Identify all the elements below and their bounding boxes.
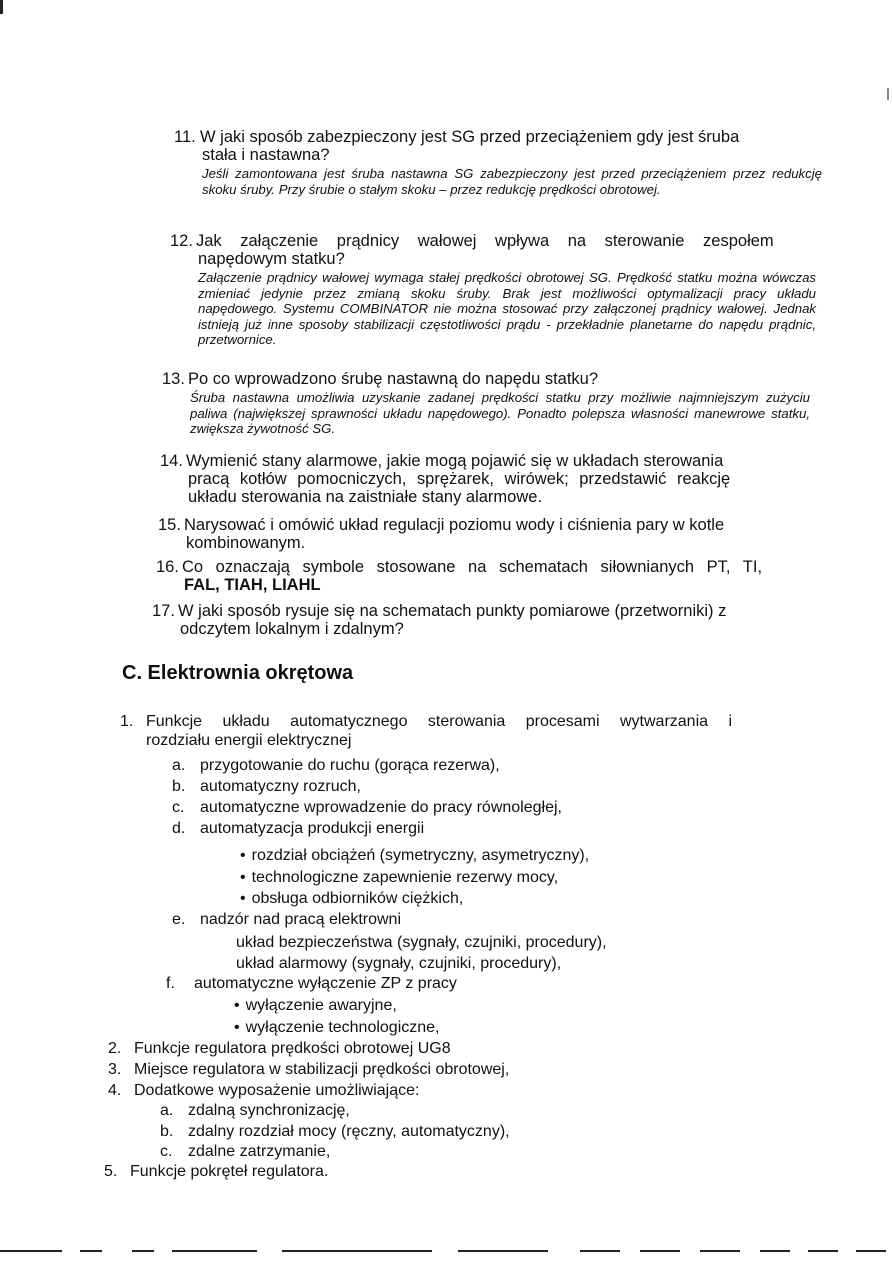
question-number: 12. (170, 232, 193, 250)
subitem-letter: a. (172, 757, 186, 774)
question-12 (170, 232, 816, 348)
question-11 (174, 128, 822, 197)
question-14 (160, 452, 810, 506)
sub-line: układ alarmowy (sygnały, czujniki, procedury), (236, 955, 562, 972)
subitem-e (172, 910, 401, 929)
question-text: Narysować i omówić układ regulacji poziomu wody i ciśnienia pary w kotle (184, 516, 725, 534)
subitem-letter: a. (160, 1102, 174, 1119)
question-text: Wymienić stany alarmowe, jakie mogą pojawić się w układach sterowania (186, 452, 724, 470)
subitem-letter: b. (172, 778, 186, 795)
bullet-item: • technologiczne zapewnienie rezerwy mocy, (240, 868, 558, 887)
question-text: Po co wprowadzono śrubę nastawną do napędu statku? (188, 370, 599, 388)
subitem-c (172, 798, 562, 817)
question-13 (162, 370, 810, 437)
question-text-cont: stała i nastawna? (202, 146, 330, 164)
question-text: Co oznaczają symbole stosowane na schematach siłownianych PT, TI, (182, 558, 763, 576)
subitem-f (166, 974, 457, 993)
question-15 (158, 516, 808, 552)
subitem-a (160, 1101, 350, 1120)
question-text-cont: napędowym statku? (198, 250, 345, 268)
question-text-cont: układu sterowania na zaistniałe stany alarmowe. (188, 488, 543, 506)
subitem-text: nadzór nad pracą elektrowni (200, 911, 402, 928)
subitem-text: przygotowanie do ruchu (gorąca rezerwa), (200, 757, 500, 774)
subitem-text: zdalny rozdział mocy (ręczny, automatyczny), (188, 1123, 510, 1140)
subitem-text: zdalne zatrzymanie, (188, 1143, 331, 1160)
bullet-item: • wyłączenie awaryjne, (234, 996, 397, 1015)
bullet-item: • wyłączenie technologiczne, (234, 1018, 440, 1037)
item-number: 4. (108, 1082, 122, 1099)
question-text: Jak załączenie prądnicy wałowej wpływa na sterowanie zespołem (196, 232, 774, 250)
section-c-item-3 (108, 1060, 509, 1079)
section-c-item-4 (108, 1081, 419, 1100)
section-c-item-2 (108, 1039, 451, 1058)
question-number: 11. (174, 128, 196, 146)
item-text: Miejsce regulatora w stabilizacji prędkości obrotowej, (134, 1061, 510, 1078)
scan-margin-mark (887, 88, 889, 100)
question-number: 14. (160, 452, 183, 470)
question-number: 15. (158, 516, 181, 534)
subitem-letter: c. (172, 799, 185, 816)
section-c-item-5 (104, 1162, 328, 1181)
question-number: 13. (162, 370, 185, 388)
footer-rule (0, 1250, 893, 1252)
subitem-text: automatyzacja produkcji energii (200, 820, 425, 837)
scan-edge-mark (0, 0, 3, 14)
sub-line: układ bezpieczeństwa (sygnały, czujniki, procedury), (236, 934, 607, 951)
subitem-letter: d. (172, 820, 186, 837)
question-text: W jaki sposób zabezpieczony jest SG przed przeciążeniem gdy jest śruba (200, 128, 740, 146)
subitem-c (160, 1142, 330, 1161)
subitem-letter: e. (172, 911, 186, 928)
item-text: Funkcje pokręteł regulatora. (130, 1163, 329, 1180)
subitem-letter: f. (166, 975, 175, 992)
question-number: 17. (152, 602, 175, 620)
question-number: 16. (156, 558, 179, 576)
question-17 (152, 602, 808, 638)
bullet-item: • obsługa odbiorników ciężkich, (240, 889, 463, 908)
item-text: Funkcje regulatora prędkości obrotowej UG8 (134, 1040, 451, 1057)
subitem-letter: c. (160, 1143, 173, 1160)
question-text: W jaki sposób rysuje się na schematach punkty pomiarowe (przetworniki) z (178, 602, 727, 620)
bullet-item: • rozdział obciążeń (symetryczny, asymetryczny), (240, 846, 589, 865)
item-number: 5. (104, 1163, 118, 1180)
question-16 (156, 558, 812, 594)
section-heading: C. Elektrownia okrętowa (122, 662, 354, 684)
subitem-letter: b. (160, 1123, 174, 1140)
question-text-cont: pracą kotłów pomocniczych, sprężarek, wirówek; przedstawić reakcję (188, 470, 731, 488)
subitem-text: automatyczne wprowadzenie do pracy równoległej, (200, 799, 562, 816)
item-text-cont: rozdziału energii elektrycznej (146, 732, 352, 749)
subitem-text: zdalną synchronizację, (188, 1102, 350, 1119)
item-number: 2. (108, 1040, 122, 1057)
item-text: Funkcje układu automatycznego sterowania procesami wytwarzania i (146, 713, 733, 730)
question-text-cont: odczytem lokalnym i zdalnym? (180, 620, 404, 638)
question-text-cont: kombinowanym. (186, 534, 306, 552)
subitem-d (172, 819, 424, 838)
section-c-item-1 (120, 712, 800, 750)
item-text: Dodatkowe wyposażenie umożliwiające: (134, 1082, 420, 1099)
item-number: 3. (108, 1061, 122, 1078)
subitem-b (172, 777, 361, 796)
subitem-a (172, 756, 500, 775)
subitem-text: automatyczny rozruch, (200, 778, 361, 795)
answer-text: Jeśli zamontowana jest śruba nastawna SG zabezpieczony jest przed przeciążeniem przez redukcję skoku śruby. Przy śrubie o stałym skoku – przez redukcję prędkości obrotowej. (202, 166, 822, 197)
question-text-cont: FAL, TIAH, LIAHL (184, 576, 321, 594)
subitem-b (160, 1122, 510, 1141)
answer-text: Załączenie prądnicy wałowej wymaga stałej prędkości obrotowej SG. Prędkość statku można wówczas zmieniać jedynie przez zmianą skoku śruby. Brak jest możliwości optymalizacji pracy układu napędowego. Systemu COMBINATOR nie można stosować przy załączonej prądnicy wałowej. Jednak istnieją już inne sposoby stabilizacji częstotliwości prądu - przekładnie planetarne do napędu prądnic, przetwornice. (198, 270, 816, 347)
item-number: 1. (120, 713, 134, 730)
answer-text: Śruba nastawna umożliwia uzyskanie zadanej prędkości statku przy możliwie najmniejszym zużyciu paliwa (największej sprawności układu napędowego). Ponadto polepsza własności manewrowe statku, zwiększa żywotność SG. (190, 390, 810, 436)
subitem-text: automatyczne wyłączenie ZP z pracy (194, 975, 457, 992)
